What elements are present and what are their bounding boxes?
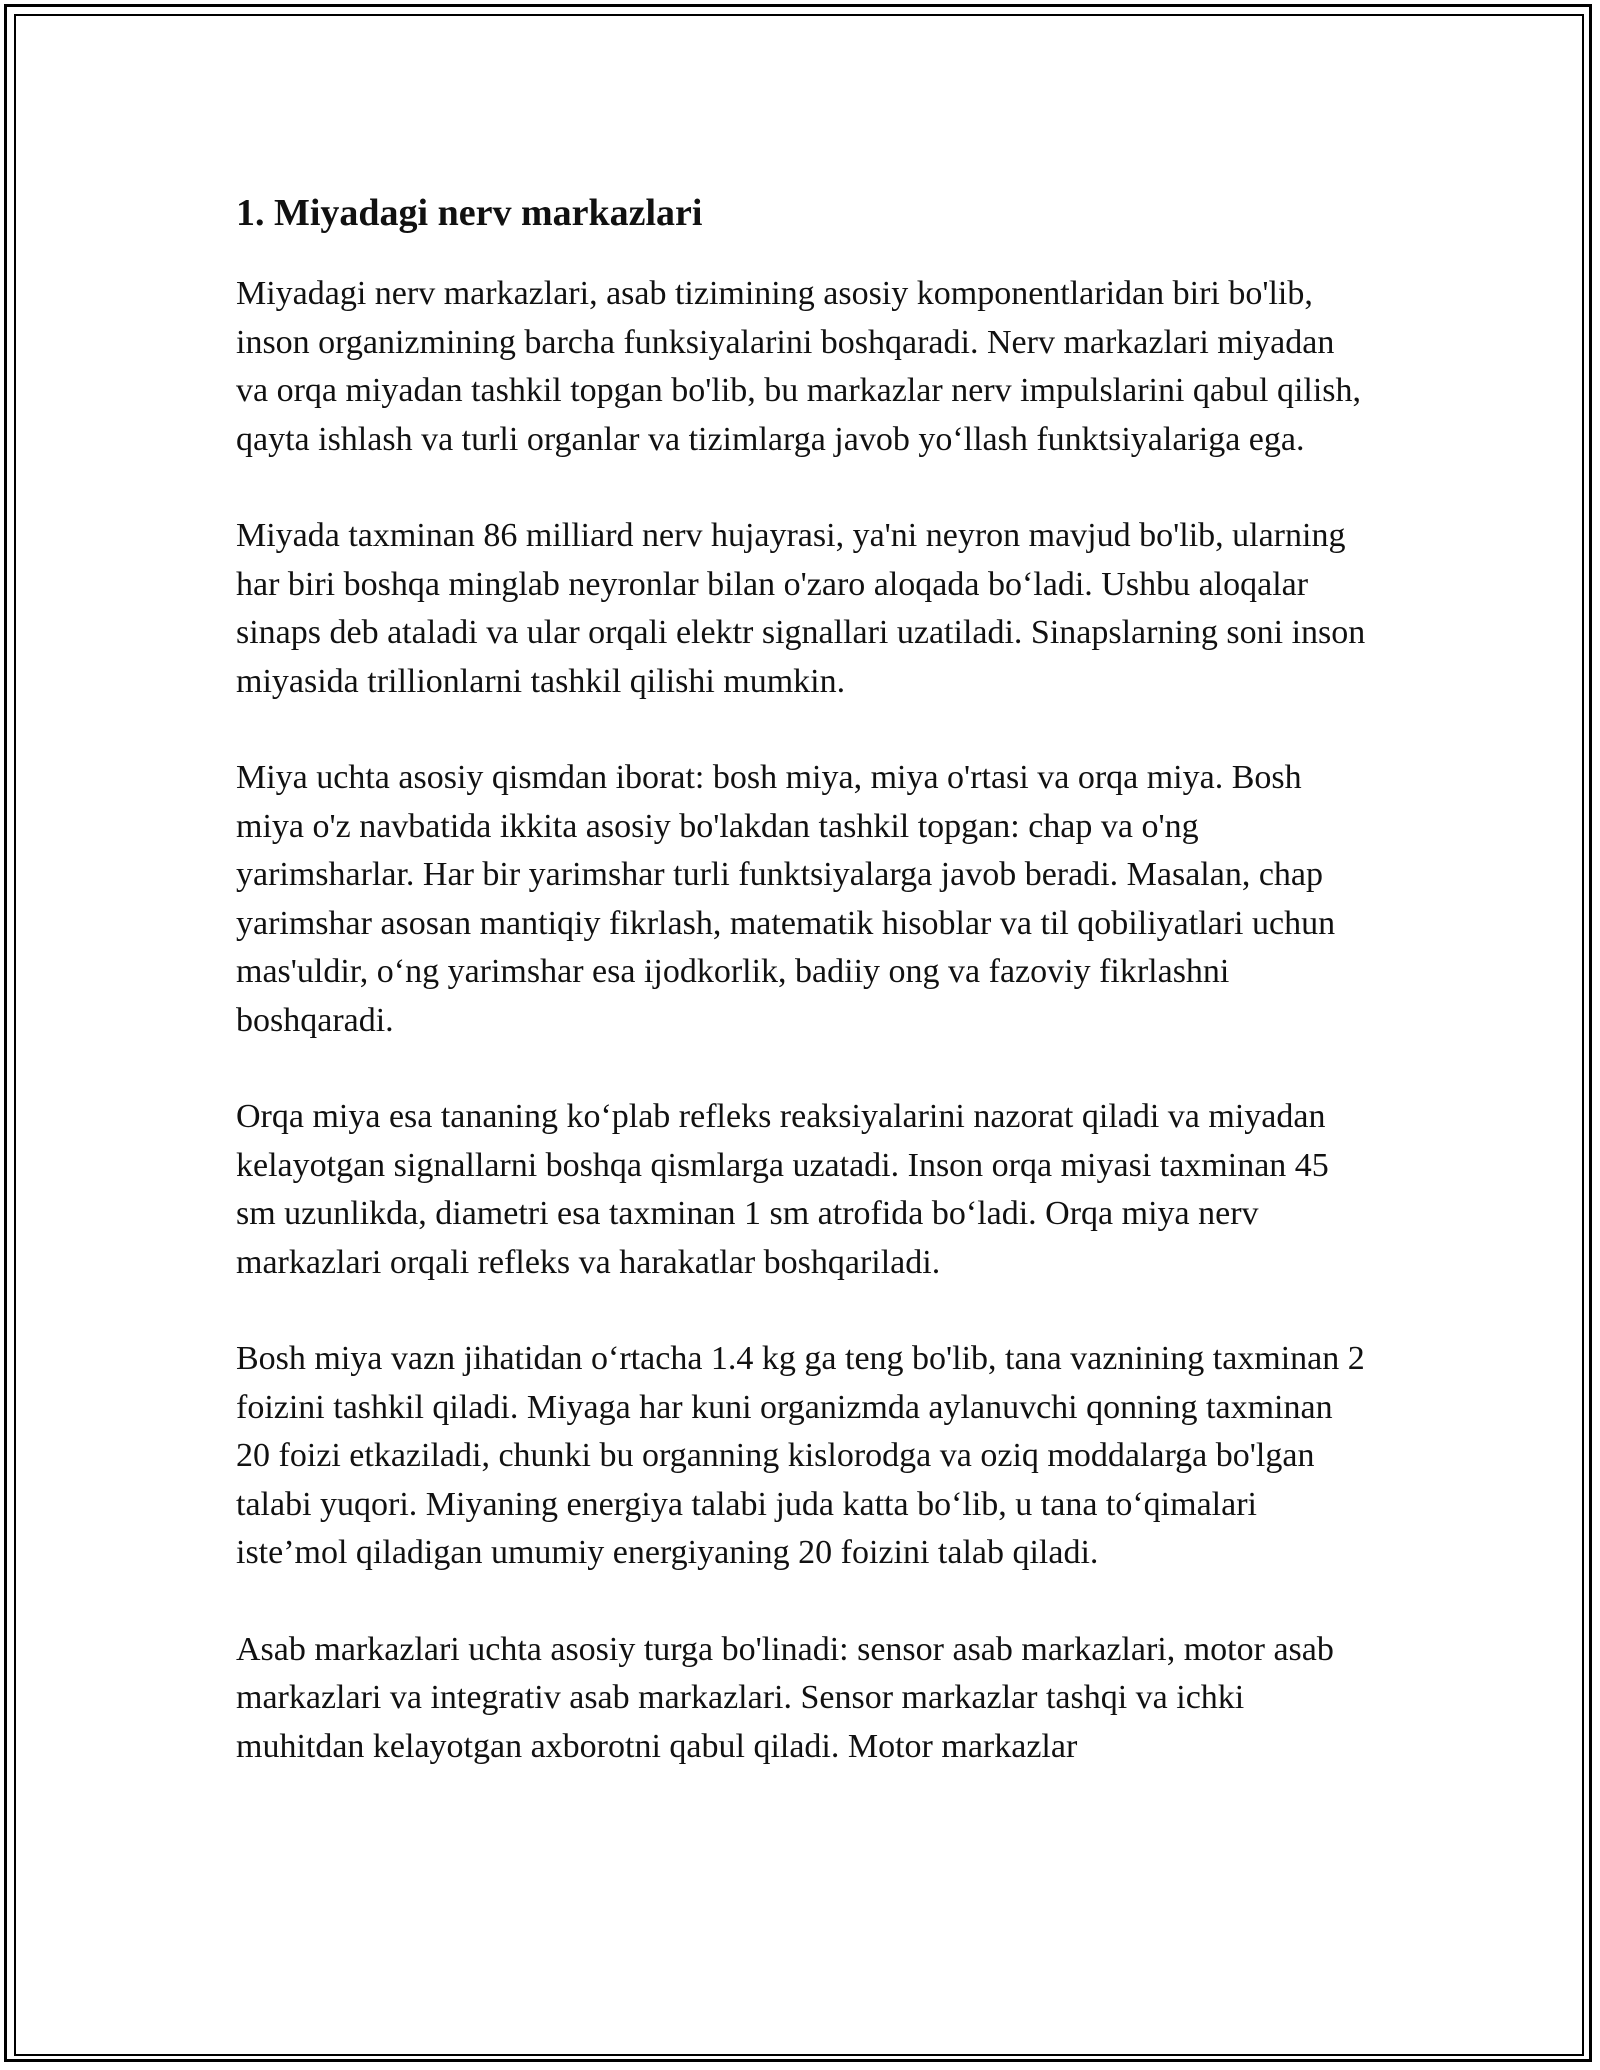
- paragraph-3: Miya uchta asosiy qismdan iborat: bosh miya, miya o'rtasi va orqa miya. Bosh miya o'z navbatida ikkita asosiy bo'lakdan tashkil topgan: chap va o'ng yarimsharlar. Har bir yarimshar turli funktsiyalarga javob beradi. Masalan, chap yarimshar asosan mantiqiy fikrlash, matematik hisoblar va til qobiliyatlari uchun mas'uldir, o‘ng yarimshar esa ijodkorlik, badiiy ong va fazoviy fikrlashni boshqaradi.: [236, 759, 1336, 1039]
- paragraph-5: Bosh miya vazn jihatidan o‘rtacha 1.4 kg ga teng bo'lib, tana vaznining taxminan 2 foizini tashkil qiladi. Miyaga har kuni organizmda aylanuvchi qonning taxminan 20 foizi etkaziladi, chunki bu organning kislorodga va oziq moddalarga bo'lgan talabi yuqori. Miyaning energiya talabi juda katta bo‘lib, u tana to‘qimalari iste’mol qiladigan umumiy energiyaning 20 foizini talab qiladi.: [236, 1340, 1365, 1571]
- paragraph-4: Orqa miya esa tananing ko‘plab refleks reaksiyalarini nazorat qiladi va miyadan kelayotgan signallarni boshqa qismlarga uzatadi. Inson orqa miyasi taxminan 45 sm uzunlikda, diametri esa taxminan 1 sm atrofida bo‘ladi. Orqa miya nerv markazlari orqali refleks va harakatlar boshqariladi.: [236, 1098, 1329, 1281]
- section-title: 1. Miyadagi nerv markazlari: [236, 192, 703, 234]
- paragraph-6: Asab markazlari uchta asosiy turga bo'linadi: sensor asab markazlari, motor asab markazlari va integrativ asab markazlari. Sensor markazlar tashqi va ichki muhitdan kelayotgan axborotni qabul qiladi. Motor markazlar: [236, 1630, 1334, 1765]
- paragraph-1: Miyadagi nerv markazlari, asab tizimining asosiy komponentlaridan biri bo'lib, inson organizmining barcha funksiyalarini boshqaradi. Nerv markazlari miyadan va orqa miyadan tashkil topgan bo'lib, bu markazlar nerv impulslarini qabul qilish, qayta ishlash va turli organlar va tizimlarga javob yo‘llash funktsiyalariga ega.: [236, 275, 1362, 458]
- document-body: [236, 186, 1366, 1819]
- paragraph-2: Miyada taxminan 86 milliard nerv hujayrasi, ya'ni neyron mavjud bo'lib, ularning har biri boshqa minglab neyronlar bilan o'zaro aloqada bo‘ladi. Ushbu aloqalar sinaps deb ataladi va ular orqali elektr signallari uzatiladi. Sinapslarning soni inson miyasida trillionlarni tashkil qilishi mumkin.: [236, 517, 1366, 700]
